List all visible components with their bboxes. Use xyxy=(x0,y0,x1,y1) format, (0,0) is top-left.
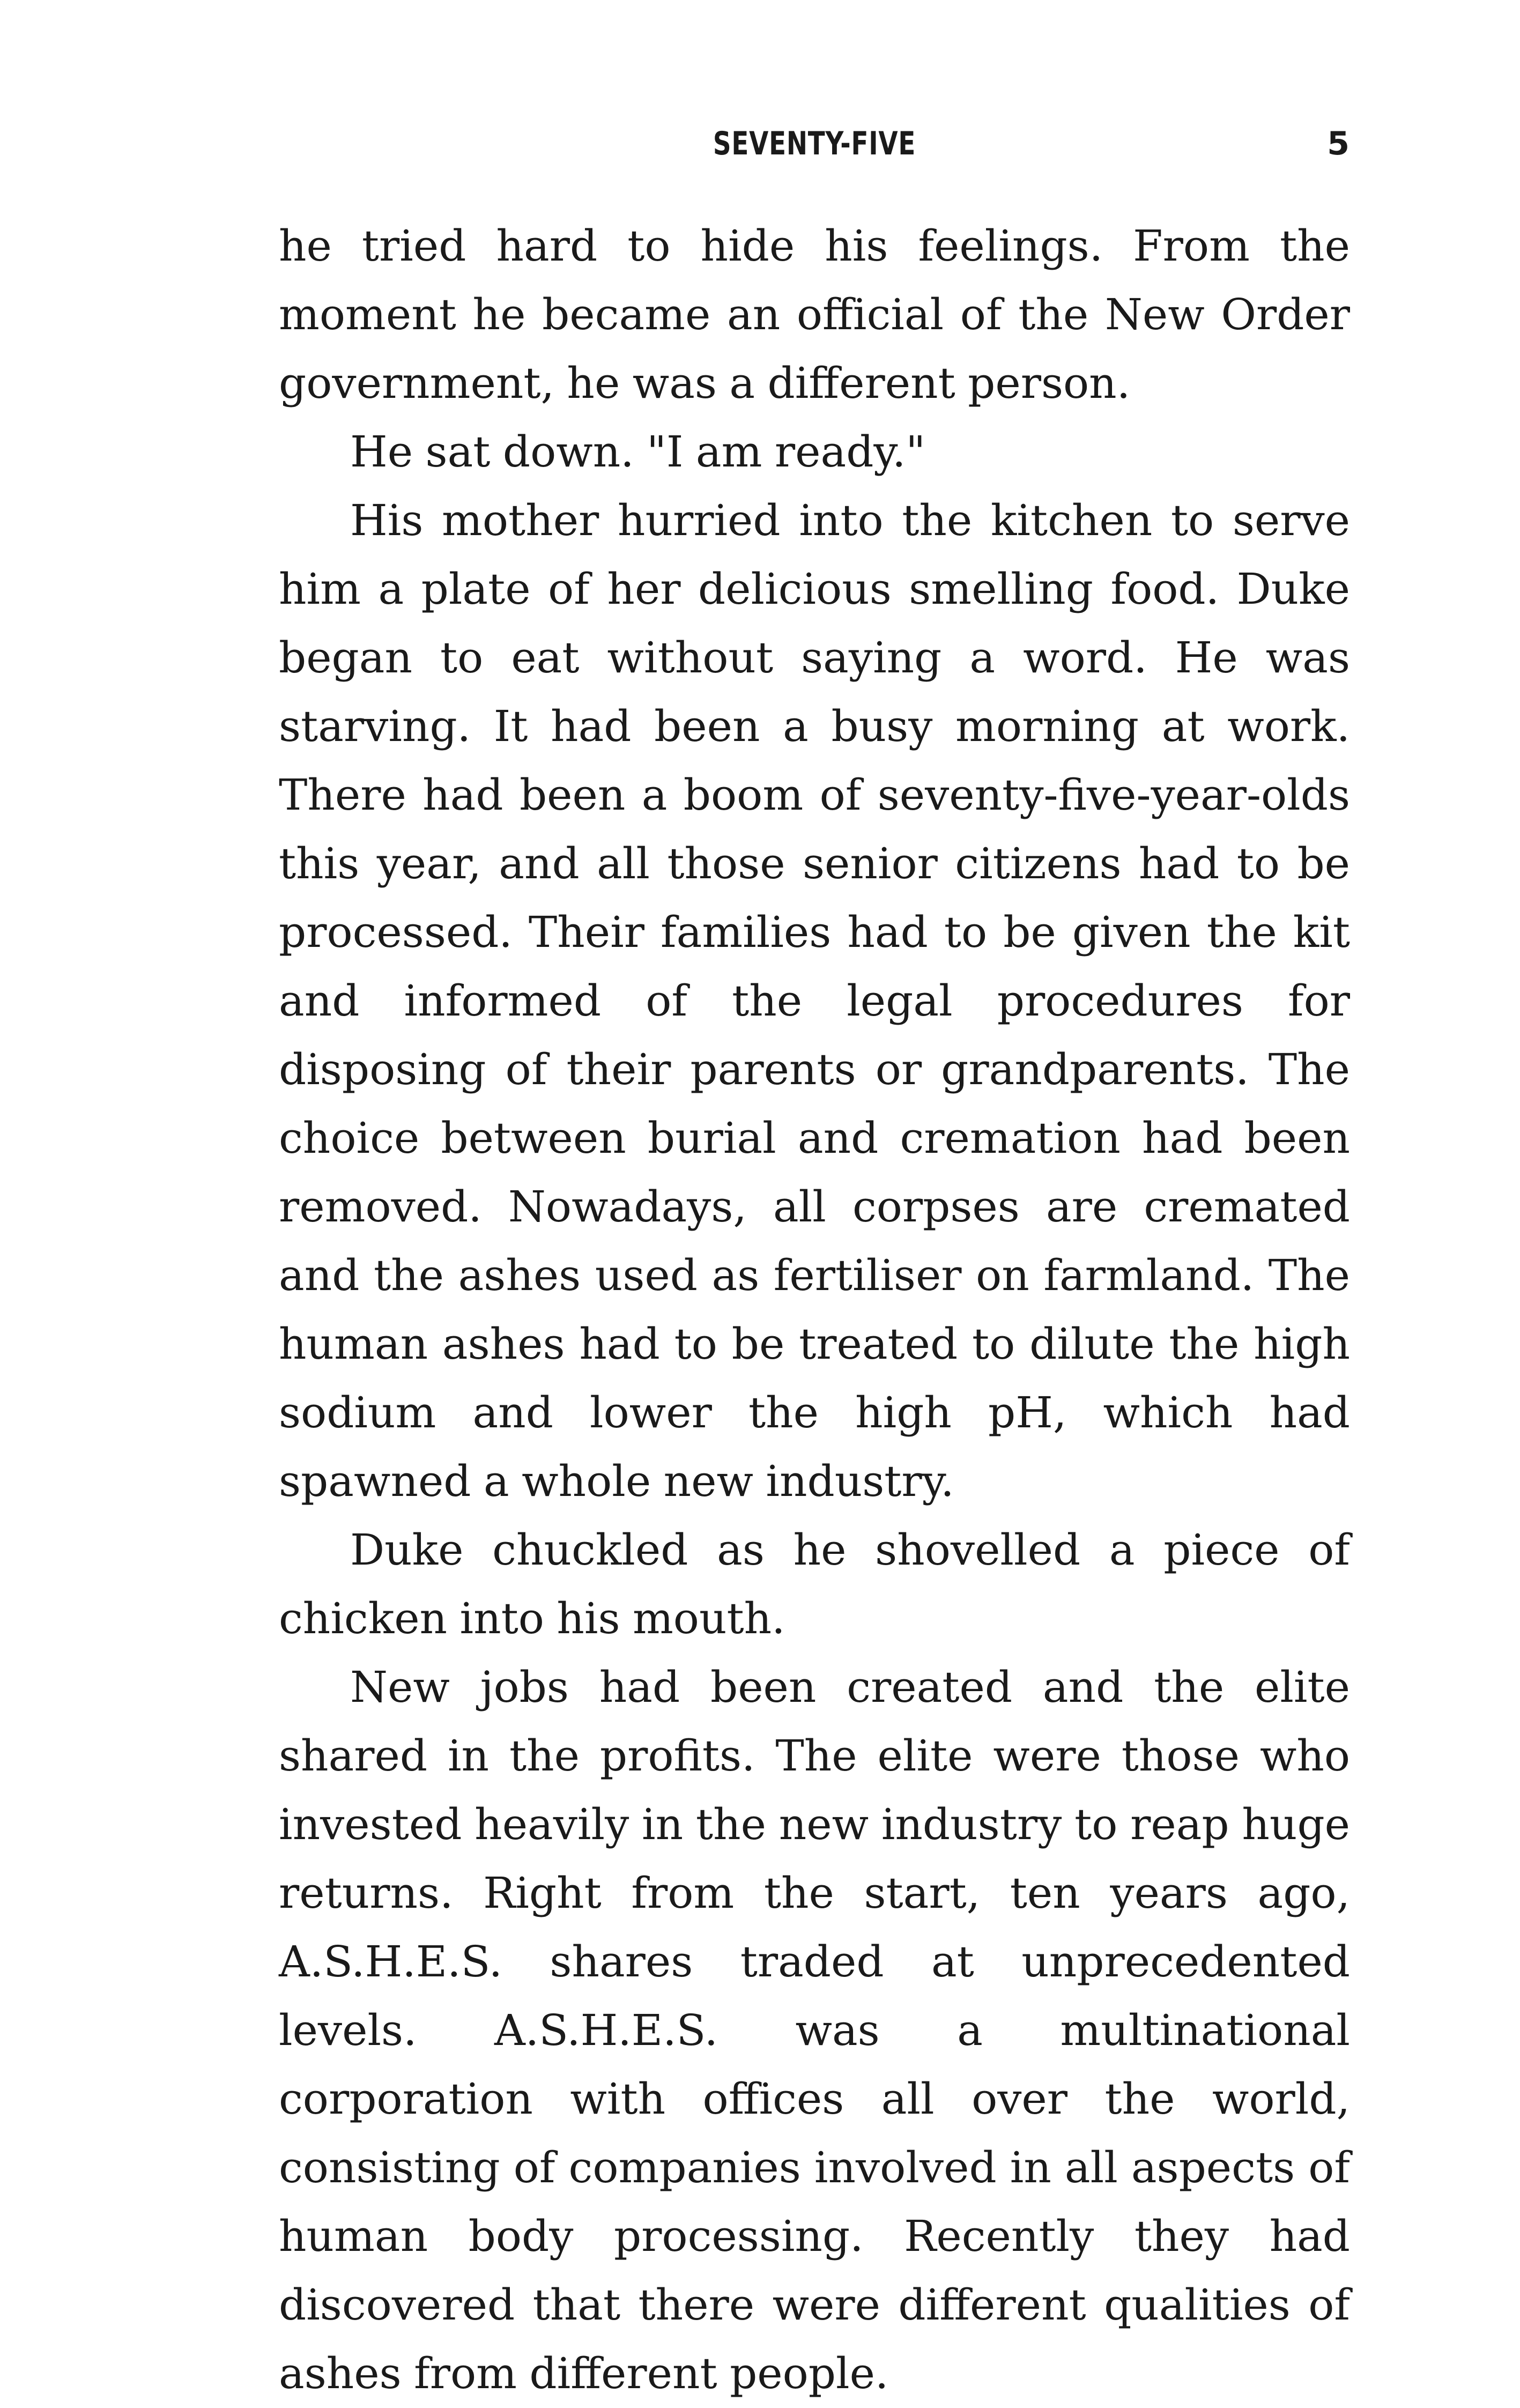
paragraph: New jobs had been created and the elite shared in the profits. The elite were those who invested heavily in the new industry to reap huge returns. Right from the start, ten years ago, A.S.H.E.S. shares traded at unprecedented levels. A.S.H.E.S. was a multinational corporation with offices all over the world, consisting of companies involved in all aspects of human body processing. Recently they had discovered that there were different qualities of ashes from different people. xyxy=(279,1662,1350,2398)
running-title: SEVENTY-FIVE xyxy=(713,125,916,162)
paragraph: His mother hurried into the kitchen to serve him a plate of her delicious smelling food. Duke began to eat without saying a word. He was starving. It had been a busy morning at work. There had been a boom of seventy-five-year-olds this year, and all those senior citizens had to be processed. Their families had to be given the kit and informed of the legal procedures for disposing of their parents or grandparents. The choice between burial and cremation had been removed. Nowadays, all corpses are cremated and the ashes used as fertiliser on farmland. The human ashes had to be treated to dilute the high sodium and lower the high pH, which had spawned a whole new industry. xyxy=(279,495,1350,1506)
paragraph-continued: he tried hard to hide his feelings. From the moment he became an official of the New Order government, he was a different person. xyxy=(279,221,1350,408)
running-head xyxy=(279,122,1350,165)
paragraph: He sat down. "I am ready." xyxy=(350,427,926,477)
paragraph: Duke chuckled as he shovelled a piece of chicken into his mouth. xyxy=(279,1525,1350,1643)
page-number: 5 xyxy=(1327,125,1350,162)
body-text xyxy=(279,212,1350,2408)
